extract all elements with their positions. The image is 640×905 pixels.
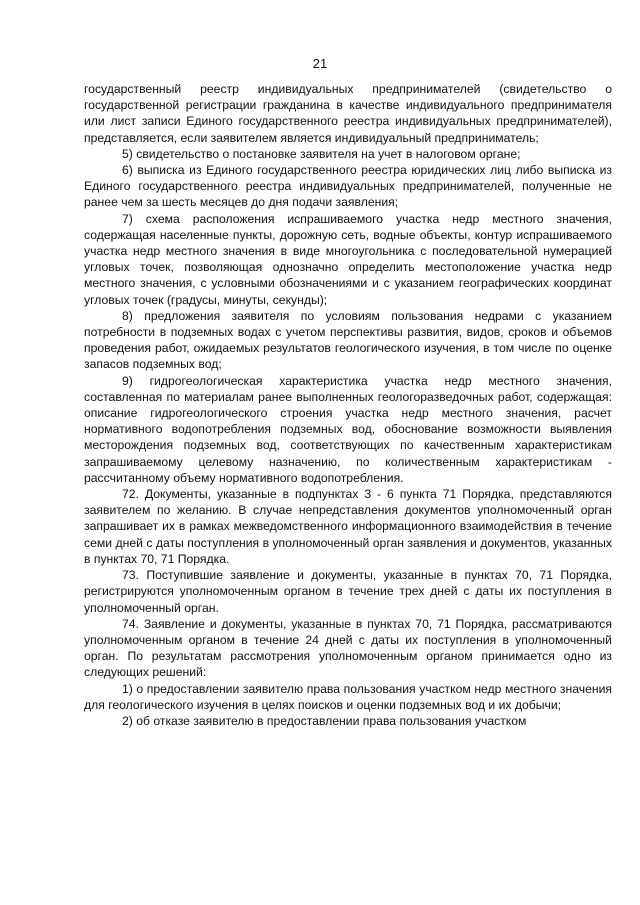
paragraph-clause-73: 73. Поступившие заявление и документы, указанные в пунктах 70, 71 Порядка, регистрируются уполномоченным органом в течение трех дней с даты их поступления в уполномоченный орган. [84,568,612,615]
page-number: 21 [312,56,328,71]
paragraph-continuation-4: государственный реестр индивидуальных предпринимателей (свидетельство о государственной регистрации гражданина в качестве индивидуального предпринимателя или лист записи Единого государственного реестра индивидуальных предпринимателей), представляется, если заявителем является индивидуальный предприниматель; [84,82,612,145]
paragraph-item-5: 5) свидетельство о постановке заявителя на учет в налоговом органе; [122,146,521,161]
document-body [84,81,612,729]
paragraph-item-6: 6) выписка из Единого государственного реестра юридических лиц либо выписка из Единого государственного реестра индивидуальных предпринимателей, полученные не ранее чем за шесть месяцев до дня подачи заявления; [84,163,612,210]
paragraph-clause-72: 72. Документы, указанные в подпунктах 3 - 6 пункта 71 Порядка, представляются заявителем по желанию. В случае непредставления документов уполномоченный орган запрашивает их в рамках межведомственного информационного взаимодействия в течение семи дней с даты поступления в уполномоченный орган заявления и документов, указанных в пунктах 70, 71 Порядка. [84,487,612,566]
paragraph-item-9: 9) гидрогеологическая характеристика участка недр местного значения, составленная по материалам ранее выполненных геологоразведочных работ, содержащая: описание гидрогеологического строения участка недр местного значения, расчет нормативного водопотребления подземных вод, обоснование возможности выявления месторождения подземных вод, соответствующих по качественным характеристикам запрашиваемому целевому назначению, по количественным характеристикам - рассчитанному объему нормативного водопотребления. [84,373,612,485]
paragraph-item-8: 8) предложения заявителя по условиям пользования недрами с указанием потребности в подземных водах с учетом перспективы развития, видов, сроков и объемов проведения работ, ожидаемых результатов геологического изучения, в том числе по оценке запасов подземных вод; [84,308,612,372]
paragraph-item-7: 7) схема расположения испрашиваемого участка недр местного значения, содержащая населенные пункты, дорожную сеть, водные объекты, контур испрашиваемого участка недр местного значения в виде многоугольника с последовательной нумерацией угловых точек, позволяющая однозначно определить местоположение участка недр местного значения, с условными обозначениями и с указанием географических координат угловых точек (градусы, минуты, секунды); [84,211,612,307]
paragraph-decision-2: 2) об отказе заявителю в предоставлении права пользования участком [122,713,527,728]
paragraph-decision-1: 1) о предоставлении заявителю права пользования участком недр местного значения для геологического изучения в целях поисков и оценки подземных вод и их добычи; [84,681,612,712]
paragraph-clause-74: 74. Заявление и документы, указанные в пунктах 70, 71 Порядка, рассматриваются уполномоченным органом в течение 24 дней с даты их поступления в уполномоченный орган. По результатам рассмотрения уполномоченным органом принимается одно из следующих решений: [84,616,612,680]
